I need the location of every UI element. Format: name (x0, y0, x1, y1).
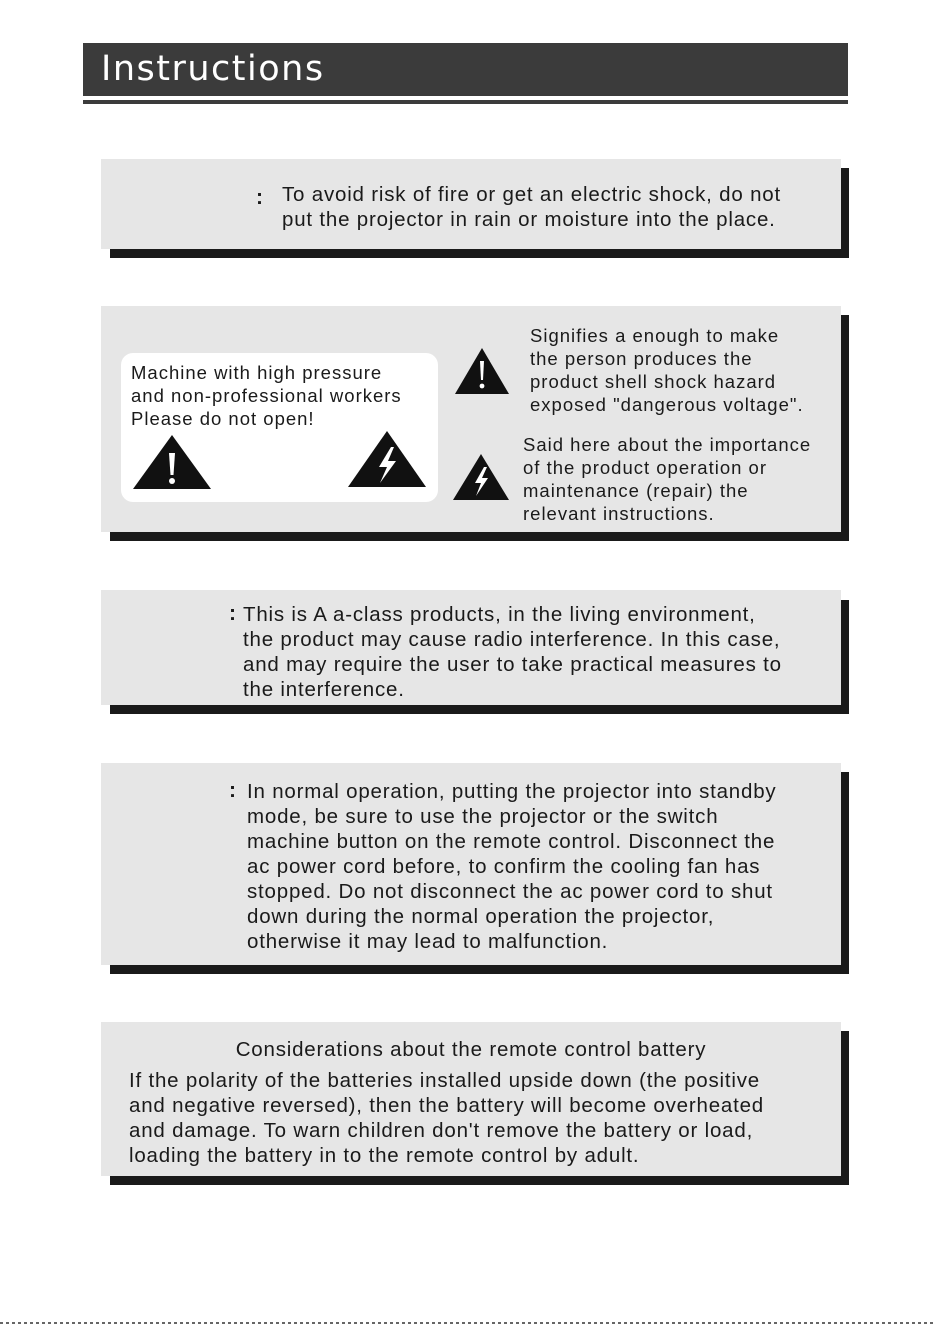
label-colon: : (229, 779, 236, 802)
text-line: In normal operation, putting the projector into standby (247, 780, 777, 803)
text-line: and non-professional workers (131, 385, 402, 406)
header-underline (83, 100, 848, 104)
text-line: loading the battery in to the remote control by adult. (129, 1144, 640, 1167)
text-line: exposed "dangerous voltage". (530, 394, 804, 415)
high-pressure-text (131, 361, 402, 430)
text-line: down during the normal operation the projector, (247, 905, 715, 928)
text-line: machine button on the remote control. Disconnect the (247, 830, 776, 853)
text-line: ac power cord before, to confirm the cooling fan has (247, 855, 761, 878)
text-line: otherwise it may lead to malfunction. (247, 930, 609, 953)
exclamation-triangle-icon (453, 346, 511, 396)
battery-title: Considerations about the remote control battery (235, 1038, 707, 1061)
important-instructions-text (523, 433, 811, 525)
text-line: and may require the user to take practical measures to (243, 653, 782, 676)
standby-operation-text (247, 779, 776, 954)
text-line: mode, be sure to use the projector or the switch (247, 805, 719, 828)
standby-operation-card (101, 763, 841, 965)
text-line: Machine with high pressure (131, 362, 383, 383)
page-header (83, 43, 848, 96)
text-line: and damage. To warn children don't remove the battery or load, (129, 1119, 754, 1142)
text-line: product shell shock hazard (530, 371, 777, 392)
text-line: put the projector in rain or moisture into the place. (282, 208, 776, 231)
text-line: If the polarity of the batteries installed upside down (the positive (129, 1069, 761, 1092)
lightning-triangle-icon (451, 452, 511, 502)
label-colon: : (256, 186, 263, 209)
exclamation-triangle-icon (131, 433, 213, 491)
text-line: the person produces the (530, 348, 753, 369)
high-pressure-box (121, 353, 438, 502)
radio-interference-text (243, 602, 782, 702)
text-line: the interference. (243, 678, 405, 701)
text-line: the product may cause radio interference. In this case, (243, 628, 781, 651)
text-line: and negative reversed), then the battery will become overheated (129, 1094, 764, 1117)
lightning-triangle-icon (346, 429, 428, 489)
radio-interference-card (101, 590, 841, 705)
battery-text (129, 1068, 764, 1168)
dangerous-voltage-text (530, 324, 804, 416)
text-line: Please do not open! (131, 408, 315, 429)
text-line: relevant instructions. (523, 503, 715, 524)
text-line: stopped. Do not disconnect the ac power cord to shut (247, 880, 773, 903)
text-line: Said here about the importance (523, 434, 812, 455)
label-colon: : (229, 602, 236, 625)
text-line: maintenance (repair) the (523, 480, 749, 501)
fire-warning-text (282, 182, 781, 232)
fire-warning-card (101, 159, 841, 249)
battery-card (101, 1022, 841, 1176)
text-line: of the product operation or (523, 457, 768, 478)
text-line: This is A a-class products, in the living environment, (243, 603, 756, 626)
text-line: To avoid risk of fire or get an electric shock, do not (282, 183, 781, 206)
page-title: Instructions (101, 49, 325, 89)
text-line: Signifies a enough to make (530, 325, 780, 346)
warning-symbols-card (101, 306, 841, 532)
